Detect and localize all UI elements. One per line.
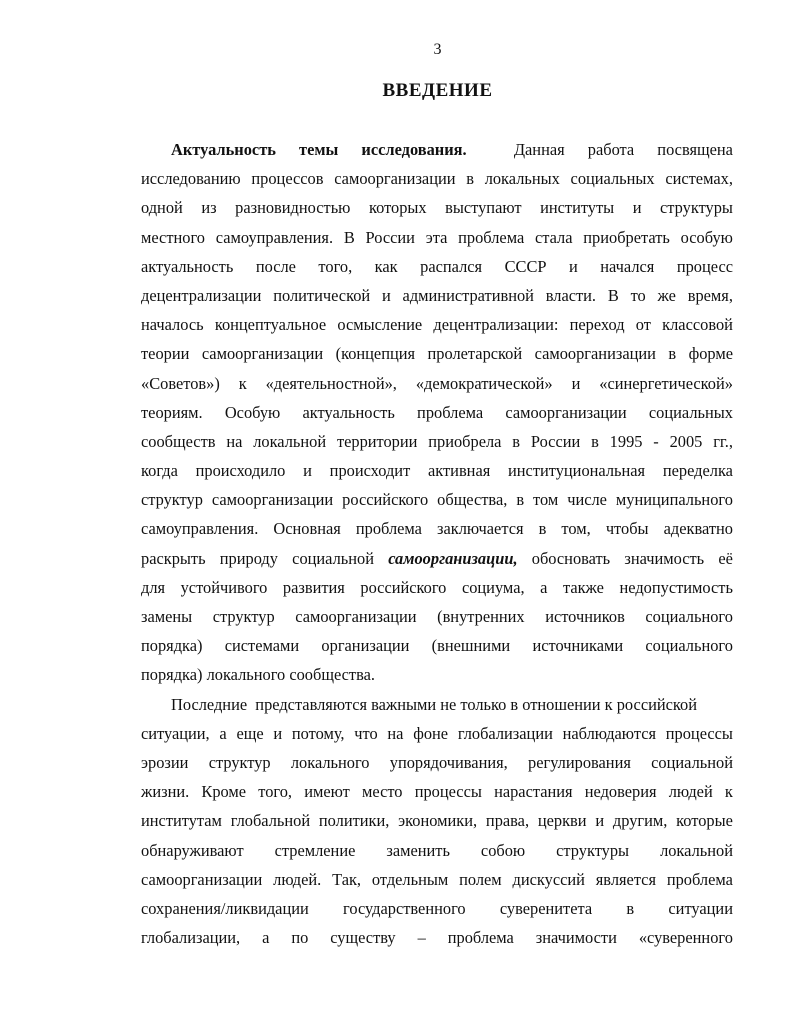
word: по (291, 928, 309, 948)
word: обнаруживают (141, 840, 244, 860)
word: социальной (651, 752, 733, 772)
word: что (354, 723, 378, 743)
word: самоорганизации (211, 490, 334, 510)
word: проблема (417, 402, 484, 422)
word: гг., (713, 431, 733, 451)
text-line (141, 485, 733, 514)
word: (концепция (335, 344, 416, 364)
text-line (141, 631, 733, 660)
word: развития (282, 577, 345, 597)
text-line (141, 602, 733, 631)
word: институциональная (508, 461, 646, 481)
word: децентрализации (141, 285, 262, 305)
word: в (512, 431, 521, 451)
word: процессы (414, 782, 482, 802)
word: к (724, 782, 733, 802)
word: теориям. (141, 402, 203, 422)
word: стремление (274, 840, 356, 860)
word: Основная (273, 519, 341, 539)
text-line (141, 514, 733, 543)
lead-word: исследования. (361, 140, 467, 159)
word: исследованию (141, 169, 241, 189)
text-line (141, 777, 733, 806)
word: самоорганизации (505, 402, 627, 422)
word: «деятельностной», (265, 373, 397, 393)
word: права, (485, 811, 530, 831)
word: упорядочивания, (389, 752, 508, 772)
word: фоне (413, 723, 449, 743)
word: Так, (332, 869, 362, 889)
word: то (630, 285, 646, 305)
word: самоуправления. (141, 519, 259, 539)
word: суверенитета (499, 898, 593, 918)
word: России (530, 431, 581, 451)
text-line (141, 894, 733, 923)
word: адекватно (663, 519, 733, 539)
word: а (262, 928, 270, 948)
word: приобретать (583, 227, 670, 247)
text-line (141, 281, 733, 310)
word: структур (208, 752, 271, 772)
word: В (343, 227, 355, 247)
word: посвящена (657, 140, 733, 159)
text-line (141, 836, 733, 865)
text-line (141, 748, 733, 777)
emphasis-word: самоорганизации, (388, 548, 518, 568)
word: приобрела (428, 431, 502, 451)
word: (внутренних (437, 607, 525, 626)
word: глобальной (230, 811, 311, 831)
word: эта (425, 227, 448, 247)
word: «Советов») (141, 373, 220, 393)
word: социальных (648, 402, 733, 422)
word: чтобы (605, 519, 649, 539)
word: Особую (224, 402, 281, 422)
word: в (591, 431, 599, 451)
text-line (141, 164, 733, 193)
word: эрозии (141, 752, 189, 772)
word: процессов (251, 169, 324, 189)
word: в (538, 519, 547, 539)
word: как (374, 256, 398, 276)
text-line (141, 339, 733, 368)
word: активная (427, 461, 491, 481)
word: полем (459, 869, 502, 889)
word: переделка (662, 461, 733, 481)
word: природу (219, 548, 278, 568)
word: структур (212, 607, 275, 626)
word: того, (318, 256, 353, 276)
paragraph-1-lines (141, 164, 733, 543)
word: самоорганизации (141, 869, 263, 889)
word: «суверенного (638, 928, 733, 948)
word: источниками (532, 636, 624, 656)
word: России (365, 227, 415, 247)
word: раскрыть (141, 548, 206, 568)
word: место (362, 782, 403, 802)
word: на (387, 723, 404, 743)
paragraph-1-tail (141, 573, 733, 661)
word: и (632, 198, 642, 218)
word: заменить (386, 840, 450, 860)
word: общества, (437, 490, 508, 510)
text-line (141, 923, 733, 952)
word: Данная (513, 140, 565, 159)
text-line (141, 865, 733, 894)
word: регулирования (528, 752, 631, 772)
word: началось (141, 315, 204, 335)
word: её (718, 548, 733, 568)
text-line (141, 398, 733, 427)
text-line (141, 369, 733, 398)
word: теории (141, 344, 190, 364)
text-line (141, 427, 733, 456)
word: недопустимость (619, 577, 733, 597)
text-line (141, 252, 733, 281)
word: – (417, 928, 426, 948)
word: нарастания (494, 782, 573, 802)
word: проблема (666, 869, 733, 889)
word: происходило (195, 461, 286, 481)
word: и (303, 461, 312, 481)
word: актуальность (141, 256, 234, 276)
word: потому, (291, 723, 345, 743)
paragraph-2-lines (141, 719, 733, 953)
word: российского (360, 577, 447, 597)
word: СССР (504, 256, 547, 276)
text-line (141, 806, 733, 835)
word: самоуправления. (215, 227, 334, 247)
word: системами (224, 636, 300, 656)
word: административной (402, 285, 534, 305)
word: «синергетической» (599, 373, 733, 393)
word: от (635, 315, 651, 335)
word: институты (540, 198, 615, 218)
word: на (226, 431, 243, 451)
paragraph-1-last-line: порядка) локального сообщества. (141, 665, 375, 685)
word: российского (342, 490, 429, 510)
word: в (466, 169, 474, 189)
word: особую (680, 227, 733, 247)
text-line (141, 573, 733, 602)
word: которые (676, 811, 733, 831)
word: имеют (304, 782, 350, 802)
word: значимость (624, 548, 705, 568)
word: самоорганизации (295, 607, 417, 626)
word: проблема (355, 519, 422, 539)
word: а (219, 723, 227, 743)
word: местного (141, 227, 205, 247)
word: стала (535, 227, 573, 247)
word: жизни. (141, 782, 190, 802)
word: пролетарской (427, 344, 523, 364)
word: классовой (662, 315, 733, 335)
word: распался (420, 256, 483, 276)
word: 1995 (609, 431, 643, 451)
word: процесс (676, 256, 733, 276)
word: - (653, 431, 659, 451)
paragraph-1-emphasis-line (141, 544, 733, 573)
word: и (595, 811, 605, 831)
word: к (238, 373, 247, 393)
word: замены (141, 607, 193, 626)
word: которых (368, 198, 427, 218)
word: числе (567, 490, 607, 510)
word: переход (569, 315, 625, 335)
word: экономики, (398, 811, 478, 831)
word: людей (668, 782, 713, 802)
word: актуальность (302, 402, 395, 422)
word: социальной (292, 548, 374, 568)
word: и (571, 373, 581, 393)
word: работа (587, 140, 635, 159)
word: когда (141, 461, 178, 481)
word: в (668, 344, 677, 364)
word: также (562, 577, 604, 597)
word: структуры (556, 840, 630, 860)
word: В (607, 285, 619, 305)
word: выступают (445, 198, 522, 218)
word: политики, (318, 811, 390, 831)
word: «демократической» (415, 373, 553, 393)
word: форме (688, 344, 733, 364)
word: том (533, 490, 559, 510)
word: порядка) (141, 636, 203, 656)
word: социума, (461, 577, 525, 597)
word: ситуации, (141, 723, 210, 743)
word: муниципального (615, 490, 733, 510)
page-title: ВВЕДЕНИЕ (382, 80, 493, 101)
word: а (540, 577, 548, 597)
word: локальной (660, 840, 733, 860)
word: является (595, 869, 656, 889)
word: и (273, 723, 283, 743)
word: осмысление (337, 315, 423, 335)
word: государственного (343, 898, 466, 918)
text-line (141, 223, 733, 252)
word: глобализации (457, 723, 553, 743)
word: и (569, 256, 578, 276)
word: (внешними (431, 636, 511, 656)
text-line (141, 310, 733, 339)
word: процессы (665, 723, 733, 743)
word: проблема (447, 928, 514, 948)
text-line (141, 456, 733, 485)
word: значимости (535, 928, 617, 948)
word: самоорганизации (201, 344, 324, 364)
word: том, (561, 519, 591, 539)
word: 2005 (669, 431, 703, 451)
word: ситуации (668, 898, 733, 918)
word: социального (645, 607, 733, 626)
word: устойчивого (180, 577, 268, 597)
word: территории (336, 431, 418, 451)
word: собою (480, 840, 526, 860)
word: людей. (273, 869, 322, 889)
word: локального (290, 752, 370, 772)
word: отдельным (371, 869, 449, 889)
word: дискуссий (512, 869, 585, 889)
word: институтам (141, 811, 222, 831)
word: еще (236, 723, 264, 743)
word: начался (600, 256, 655, 276)
text-line (141, 719, 733, 748)
word: Кроме (201, 782, 247, 802)
word: существу (330, 928, 396, 948)
word: из (201, 198, 217, 218)
word: одной (141, 198, 183, 218)
word: политической (273, 285, 371, 305)
paragraph-2-line-1: Последние представляются важными не только в отношении к российской (171, 694, 698, 714)
word: глобализации, (141, 928, 241, 948)
word: самоорганизации (534, 344, 656, 364)
word: и (381, 285, 391, 305)
word: локальной (253, 431, 327, 451)
word: сообществ (141, 431, 216, 451)
word: другим, (612, 811, 668, 831)
word: структур (141, 490, 203, 510)
word: локальных (484, 169, 560, 189)
word: организации (321, 636, 410, 656)
word: после (255, 256, 296, 276)
word: структуры (660, 198, 733, 218)
paragraph-1-line-1 (141, 135, 733, 164)
text-line (141, 193, 733, 222)
word: сохранения/ликвидации (141, 898, 309, 918)
word: проблема (458, 227, 525, 247)
word: обосновать (531, 548, 611, 568)
word: социального (645, 636, 733, 656)
word: концептуальное (214, 315, 327, 335)
word: заключается (437, 519, 524, 539)
word: власти. (545, 285, 597, 305)
word: наблюдаются (562, 723, 657, 743)
body-text (141, 135, 733, 952)
word: самоорганизации (334, 169, 456, 189)
word: децентрализации: (433, 315, 559, 335)
word: для (141, 577, 166, 597)
word: разновидностью (235, 198, 351, 218)
word: системах, (665, 169, 733, 189)
word: источников (545, 607, 625, 626)
word: недоверия (584, 782, 657, 802)
word: в (516, 490, 525, 510)
word: происходит (329, 461, 411, 481)
word: того, (258, 782, 293, 802)
word: в (626, 898, 635, 918)
word: социальных (570, 169, 655, 189)
word: время, (687, 285, 733, 305)
lead-word: темы (299, 140, 339, 159)
word: церкви (537, 811, 587, 831)
word: же (657, 285, 676, 305)
lead-word: Актуальность (171, 140, 276, 159)
page-number: 3 (433, 41, 442, 58)
